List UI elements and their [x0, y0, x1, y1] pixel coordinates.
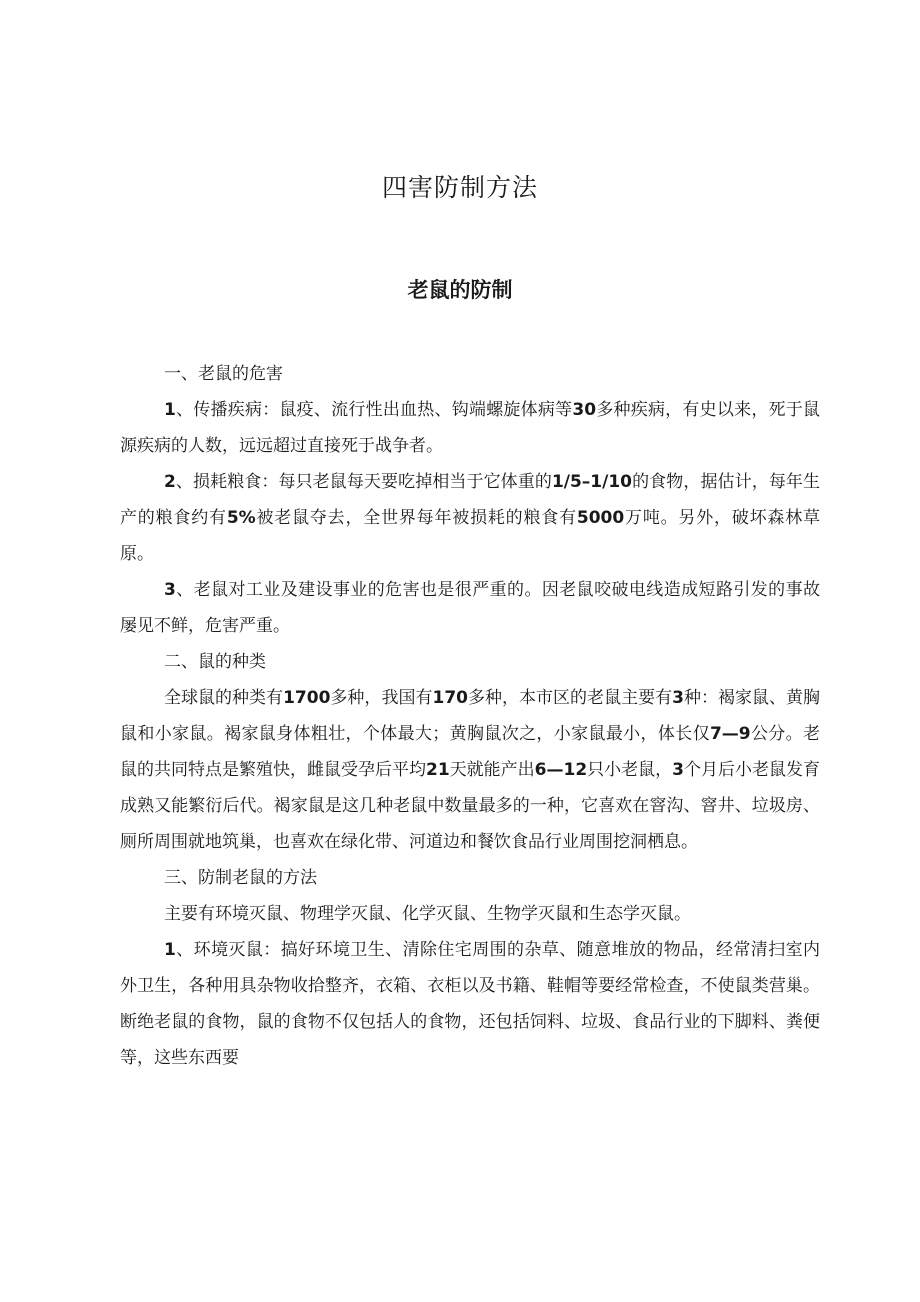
paragraph-environmental-control: 1、环境灭鼠：搞好环境卫生、清除住宅周围的杂草、随意堆放的物品，经常清扫室内外卫生，各种用具杂物收拾整齐，衣箱、衣柜以及书籍、鞋帽等要经常检查，不使鼠类营巢。断绝老鼠的食物，鼠的食物不仅包括人的食物，还包括饲料、垃圾、食品行业的下脚料、粪便等，这些东西要 — [120, 940, 820, 1068]
paragraph-industry-damage: 3、老鼠对工业及建设事业的危害也是很严重的。因老鼠咬破电线造成短路引发的事故屡见不鲜，危害严重。 — [120, 580, 820, 636]
section-title: 老鼠的防制 — [407, 278, 513, 302]
paragraph-rat-species: 全球鼠的种类有1700多种，我国有170多种，本市区的老鼠主要有3种：褐家鼠、黄胸鼠和小家鼠。褐家鼠身体粗壮，个体最大；黄胸鼠次之，小家鼠最小，体长仅7—9公分。老鼠的共同特点是繁殖快，雌鼠受孕后平均21天就能产出6—12只小老鼠，3个月后小老鼠发育成熟又能繁衍后代。褐家鼠是这几种老鼠中数量最多的一种，它喜欢在窨沟、窨井、垃圾房、厕所周围就地筑巢，也喜欢在绿化带、河道边和餐饮食品行业周围挖洞栖息。 — [120, 688, 821, 852]
paragraph-methods-overview: 主要有环境灭鼠、物理学灭鼠、化学灭鼠、生物学灭鼠和生态学灭鼠。 — [164, 904, 691, 924]
section-heading-1: 一、老鼠的危害 — [164, 364, 283, 384]
document-title: 四害防制方法 — [381, 173, 538, 202]
paragraph-disease: 1、传播疾病：鼠疫、流行性出血热、钩端螺旋体病等30多种疾病，有史以来，死于鼠源疾病的人数，远远超过直接死于战争者。 — [120, 400, 821, 456]
paragraph-grain-loss: 2、损耗粮食：每只老鼠每天要吃掉相当于它体重的1/5–1/10的食物，据估计，每年生产的粮食约有5%被老鼠夺去，全世界每年被损耗的粮食有5000万吨。另外，破坏森林草原。 — [120, 472, 821, 564]
section-heading-3: 三、防制老鼠的方法 — [164, 868, 317, 888]
section-heading-2: 二、鼠的种类 — [164, 652, 266, 672]
document-body — [120, 356, 820, 1076]
